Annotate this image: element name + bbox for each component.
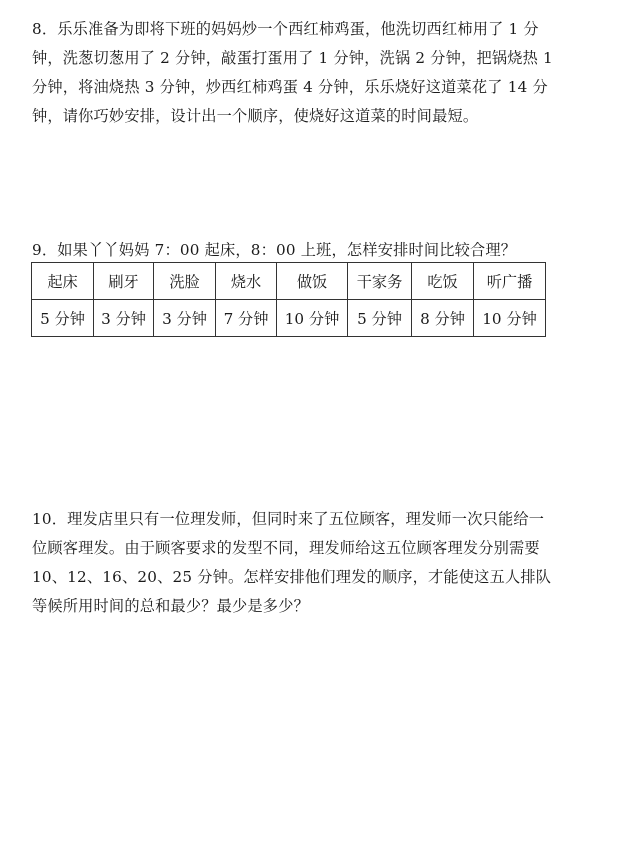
table-cell-duration: 7 分钟 xyxy=(216,300,277,337)
table-cell-duration: 3 分钟 xyxy=(154,300,216,337)
schedule-table xyxy=(31,262,546,337)
question-8-line: 钟，请你巧妙安排，设计出一个顺序，使烧好这道菜的时间最短。 xyxy=(32,107,479,125)
question-10-line: 10．理发店里只有一位理发师，但同时来了五位顾客，理发师一次只能给一 xyxy=(32,510,545,528)
table-row-tasks xyxy=(32,263,546,300)
question-9-text: 9．如果丫丫妈妈 7：00 起床，8：00 上班，怎样安排时间比较合理？ xyxy=(32,241,517,259)
table-cell-task: 吃饭 xyxy=(412,263,474,300)
question-9-title xyxy=(32,236,612,265)
table-cell-task: 干家务 xyxy=(348,263,412,300)
question-10 xyxy=(32,505,612,621)
table-cell-duration: 8 分钟 xyxy=(412,300,474,337)
table-cell-duration: 5 分钟 xyxy=(348,300,412,337)
table-cell-task: 起床 xyxy=(32,263,94,300)
question-8 xyxy=(32,15,612,131)
table-cell-task: 刷牙 xyxy=(94,263,154,300)
table-cell-task: 洗脸 xyxy=(154,263,216,300)
table-cell-task: 做饭 xyxy=(277,263,348,300)
table-cell-duration: 3 分钟 xyxy=(94,300,154,337)
table-cell-duration: 10 分钟 xyxy=(277,300,348,337)
question-8-line: 8．乐乐准备为即将下班的妈妈炒一个西红柿鸡蛋，他洗切西红柿用了 1 分 xyxy=(32,20,539,38)
table-cell-duration: 10 分钟 xyxy=(474,300,546,337)
table-row-durations xyxy=(32,300,546,337)
question-10-line: 位顾客理发。由于顾客要求的发型不同，理发师给这五位顾客理发分别需要 xyxy=(32,539,540,557)
table-cell-task: 听广播 xyxy=(474,263,546,300)
question-8-line: 分钟，将油烧热 3 分钟，炒西红柿鸡蛋 4 分钟，乐乐烧好这道菜花了 14 分 xyxy=(32,78,548,96)
question-10-line: 等候所用时间的总和最少？最少是多少？ xyxy=(32,597,309,615)
question-10-line: 10、12、16、20、25 分钟。怎样安排他们理发的顺序，才能使这五人排队 xyxy=(32,568,552,586)
table-cell-task: 烧水 xyxy=(216,263,277,300)
table-cell-duration: 5 分钟 xyxy=(32,300,94,337)
question-8-line: 钟，洗葱切葱用了 2 分钟，敲蛋打蛋用了 1 分钟，洗锅 2 分钟，把锅烧热 1 xyxy=(32,49,553,67)
